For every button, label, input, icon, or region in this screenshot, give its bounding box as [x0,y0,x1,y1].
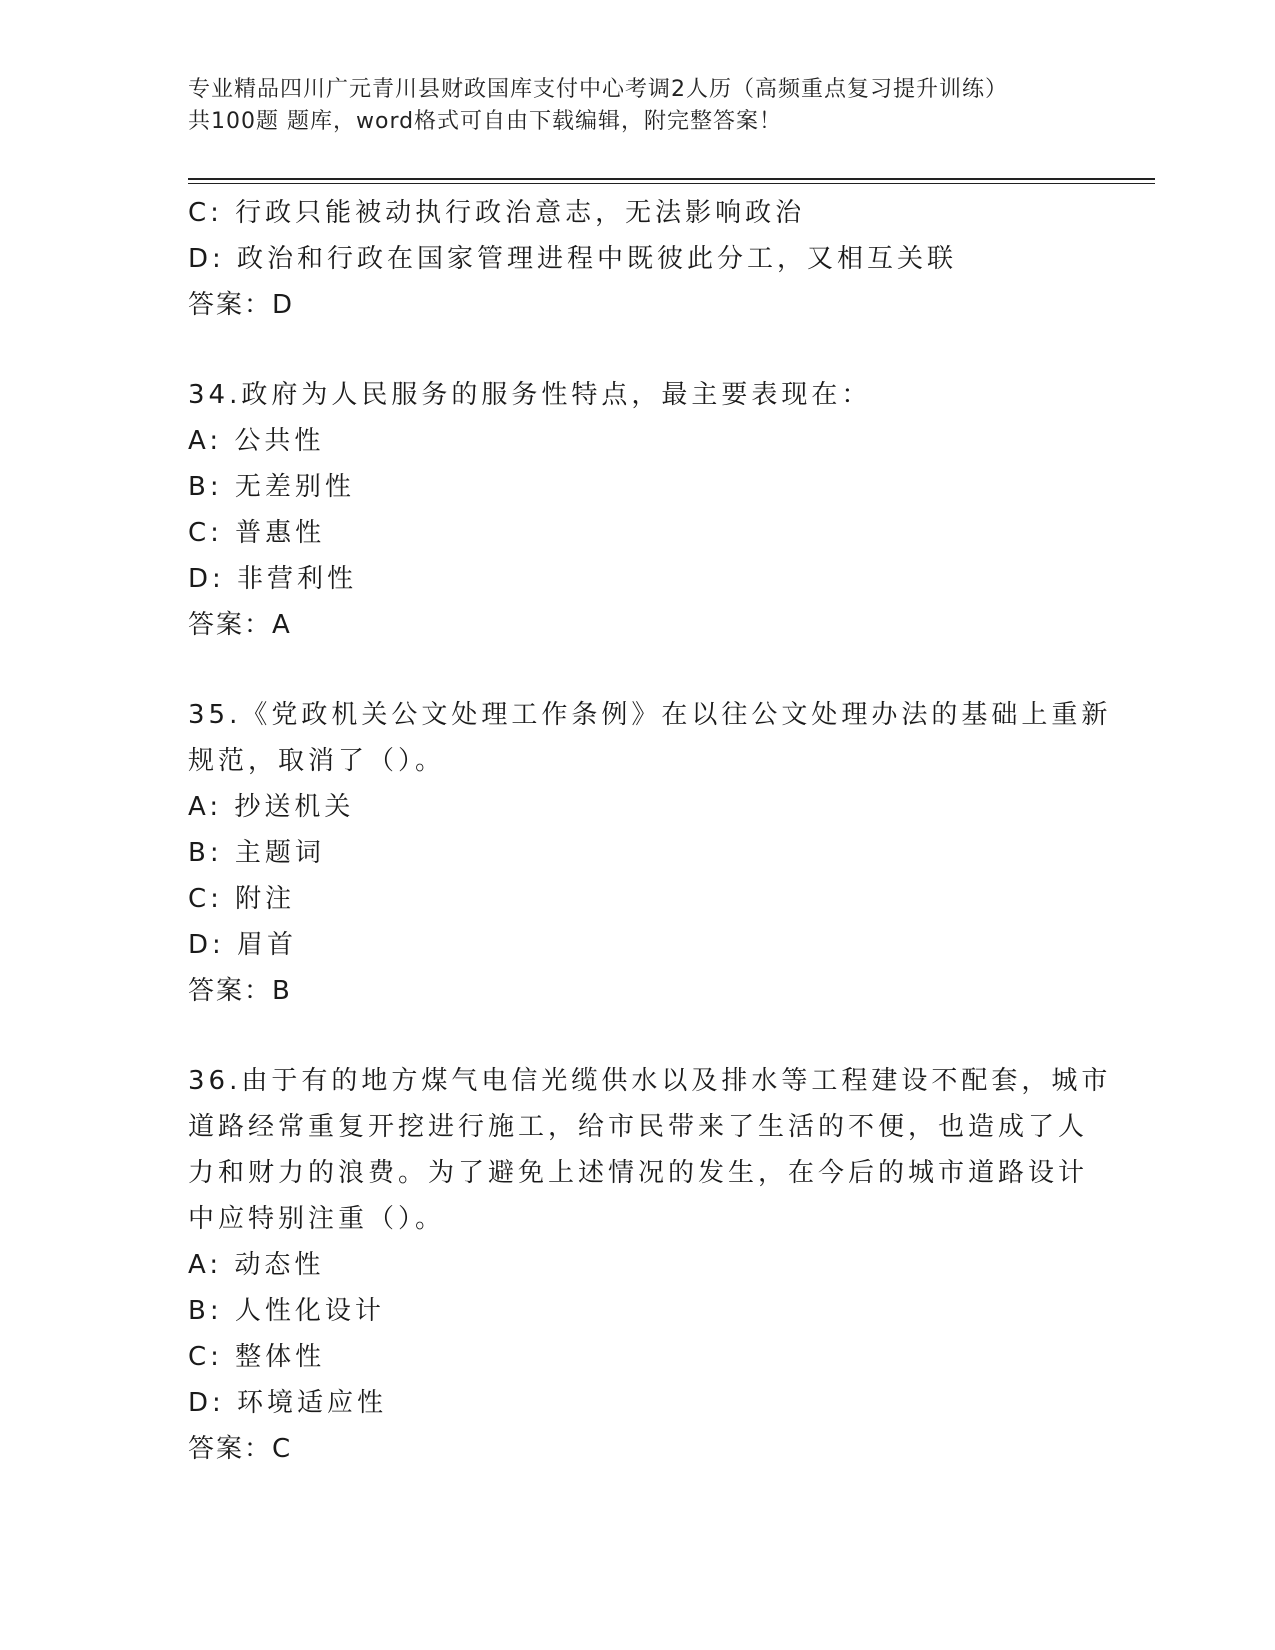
question-34 [188,372,1088,648]
question-36 [188,1058,1112,1472]
answer-label: 答案：A [188,610,292,640]
question-stem-line-2: 规范，取消了（）。 [188,746,446,776]
answer-label: 答案：C [188,1434,293,1464]
header-divider-thin [188,183,1155,184]
header-divider [188,178,1155,180]
option-b: B: 人性化设计 [188,1296,385,1326]
question-stem: 34.政府为人民服务的服务性特点，最主要表现在： [188,380,872,410]
answer-label: 答案：D [188,290,295,320]
question-list [188,190,1112,1472]
option-b: B: 无差别性 [188,472,355,502]
option-d: D: 环境适应性 [188,1388,388,1418]
option-c: C: 普惠性 [188,518,326,548]
answer-label: 答案：B [188,976,292,1006]
question-35 [188,692,1112,1014]
option-a: A: 动态性 [188,1250,325,1280]
option-c: C: 附注 [188,884,296,914]
option-d: D: 非营利性 [188,564,358,594]
question-stem-line-2: 道路经常重复开挖进行施工，给市民带来了生活的不便，也造成了人 [188,1112,1089,1142]
question-33-continued [188,190,1088,328]
page-header [188,74,1088,138]
option-d: D: 眉首 [188,930,298,960]
question-stem-line-3: 力和财力的浪费。为了避免上述情况的发生，在今后的城市道路设计 [188,1158,1089,1188]
option-b: B: 主题词 [188,838,325,868]
option-c: C: 整体性 [188,1342,326,1372]
header-title-line-1: 专业精品四川广元青川县财政国库支付中心考调2人历（高频重点复习提升训练） [188,77,1008,102]
option-d: D: 政治和行政在国家管理进程中既彼此分工，又相互关联 [188,244,958,274]
header-title-line-2: 共100题 题库，word格式可自由下载编辑，附完整答案！ [188,109,783,134]
question-stem-line-4: 中应特别注重（）。 [188,1204,446,1234]
option-a: A: 公共性 [188,426,325,456]
option-c: C: 行政只能被动执行政治意志，无法影响政治 [188,198,806,228]
question-stem-line-1: 36.由于有的地方煤气电信光缆供水以及排水等工程建设不配套，城市 [188,1066,1112,1096]
option-a: A: 抄送机关 [188,792,355,822]
question-stem-line-1: 35.《党政机关公文处理工作条例》在以往公文处理办法的基础上重新 [188,700,1112,730]
